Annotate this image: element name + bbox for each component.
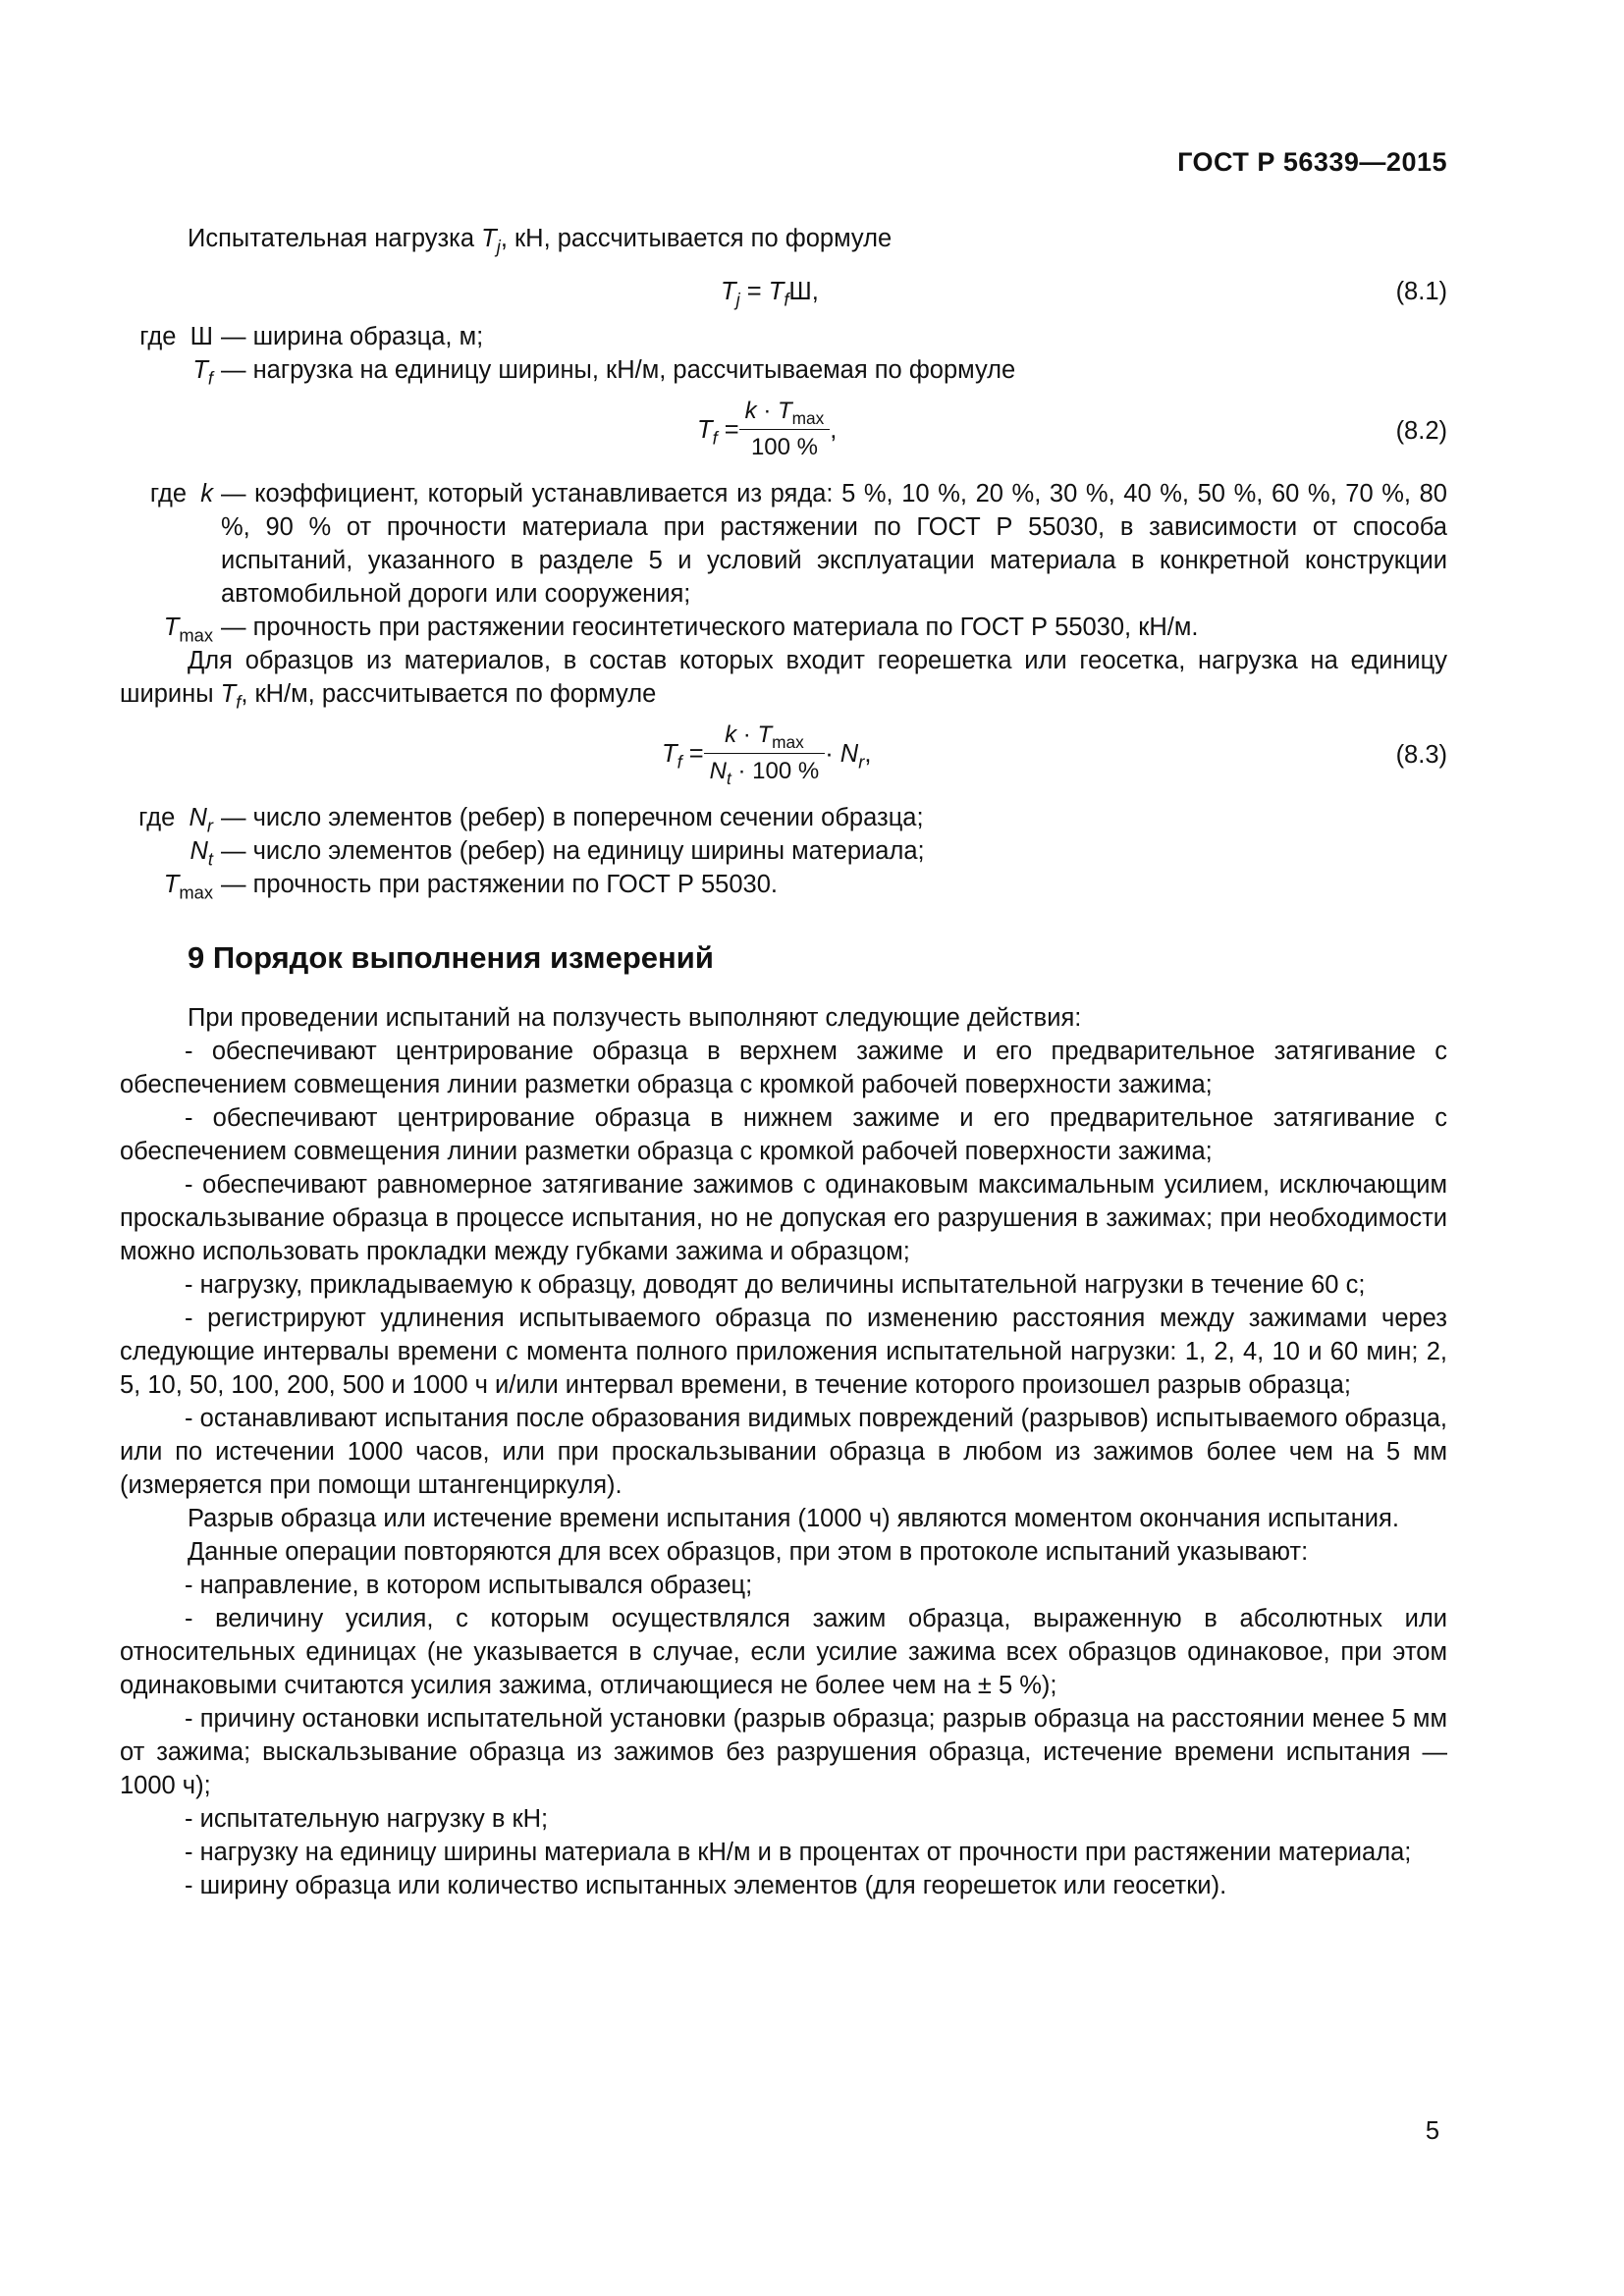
text-fragment: , кН/м, рассчитывается по формуле xyxy=(241,680,657,708)
numerator xyxy=(739,397,831,430)
definition-row xyxy=(120,320,1447,353)
subscript: r xyxy=(858,750,865,772)
page-number: 5 xyxy=(1425,2117,1439,2145)
variable: T xyxy=(721,278,736,305)
operator: = xyxy=(717,415,739,444)
variable: T xyxy=(163,871,180,898)
subscript: max xyxy=(179,624,213,646)
definition-term xyxy=(120,611,213,644)
list-item: - обеспечивают центрирование образца в верхнем зажиме и его предварительное затягивание с обеспечением совмещения линии разметки образца с кромкой рабочей поверхности зажима; xyxy=(120,1038,1447,1098)
definition-row xyxy=(120,834,1447,868)
report-item: - ширину образца или количество испытанных элементов (для георешеток или геосетки). xyxy=(185,1872,1227,1899)
operator: · xyxy=(736,721,758,748)
list-item: - обеспечивают равномерное затягивание зажимов с одинаковым максимальным усилием, исключающим проскальзывание образца в процессе испытания, но не допуская его разрушения в зажимах; при необходимости можно использовать прокладки между губками зажима и образцом; xyxy=(120,1171,1447,1265)
operator: · xyxy=(825,739,840,768)
definition-term xyxy=(120,353,213,387)
variable: T xyxy=(778,398,792,424)
denominator: 100 % xyxy=(750,434,819,460)
definition-term xyxy=(120,477,213,611)
variable: N xyxy=(189,804,207,831)
subscript: j xyxy=(496,236,501,257)
text-fragment: · 100 % xyxy=(731,758,820,784)
definition-row xyxy=(120,353,1447,387)
variable: T xyxy=(662,739,677,768)
subscript: r xyxy=(206,815,213,836)
definition-text: — ширина образца, м; xyxy=(221,323,484,350)
section-lead: При проведении испытаний на ползучесть выполняют следующие действия: xyxy=(188,1004,1082,1032)
subscript: f xyxy=(712,426,718,448)
report-item: - величину усилия, с которым осуществлялся зажим образца, выраженную в абсолютных или относительных единицах (не указывается в случае, если усилие зажима всех образцов одинаковое, при этом одинаковыми считаются усилия зажима, отличающиеся не более чем на ± 5 %); xyxy=(120,1605,1447,1699)
definitions-8-1 xyxy=(120,320,1447,387)
subscript: t xyxy=(207,848,213,870)
text-fragment: Ш, xyxy=(788,278,819,305)
definition-text: — число элементов (ребер) в поперечном сечении образца; xyxy=(221,804,924,831)
intro-formula-8-3 xyxy=(120,644,1447,711)
definitions-8-3 xyxy=(120,801,1447,901)
variable: T xyxy=(163,614,180,641)
variable: T xyxy=(192,356,208,384)
equation-number: (8.1) xyxy=(1395,278,1447,305)
operator: = xyxy=(681,739,704,768)
variable: T xyxy=(697,415,713,444)
report-item: - испытательную нагрузку в кН; xyxy=(185,1805,549,1833)
subscript: f xyxy=(207,367,213,389)
definition-row xyxy=(120,801,1447,834)
fraction xyxy=(704,721,826,789)
report-lead: Данные операции повторяются для всех образцов, при этом в протоколе испытаний указывают: xyxy=(188,1538,1309,1566)
subscript: f xyxy=(677,750,682,772)
subscript: max xyxy=(772,732,804,753)
variable: N xyxy=(839,739,859,768)
equation-number: (8.3) xyxy=(1395,741,1447,769)
definition-term xyxy=(120,801,213,834)
formula-8-1 xyxy=(120,263,1447,320)
text-fragment: Для образцов из материалов, в состав которых входит георешетка или геосетка, нагрузка на единицу ширины xyxy=(120,647,1447,708)
punctuation: , xyxy=(864,739,872,768)
operator: · xyxy=(756,398,778,424)
list-item: - регистрируют удлинения испытываемого образца по изменению расстояния между зажимами через следующие интервалы времени с момента полного приложения испытательной нагрузки: 1, 2, 4, 10 и 60 мин; 2, 5, 10, 50, 100, 200, 500 и 1000 ч и/или интервал времени, в течение которого произошел разрыв образца; xyxy=(120,1305,1447,1399)
subscript: t xyxy=(727,769,731,789)
subscript: f xyxy=(236,691,242,713)
variable: T xyxy=(768,278,785,305)
term: Ш xyxy=(189,323,213,350)
text-fragment: , кН, рассчитывается по формуле xyxy=(500,225,893,252)
page-body xyxy=(120,222,1447,1902)
definition-text: — прочность при растяжении геосинтетического материала по ГОСТ Р 55030, кН/м. xyxy=(221,614,1199,641)
formula-8-2 xyxy=(120,387,1447,477)
variable: k xyxy=(200,480,213,507)
numerator xyxy=(704,721,826,754)
list-item: - останавливают испытания после образования видимых повреждений (разрывов) испытываемого образца, или по истечении 1000 часов, или при проскальзывании образца в любом из зажимов более чем на 5 мм (измеряется при помощи штангенциркуля). xyxy=(120,1405,1447,1499)
variable: T xyxy=(481,225,497,252)
definition-term xyxy=(120,834,213,868)
where-word: где xyxy=(139,323,177,350)
definition-text: — коэффициент, который устанавливается из ряда: 5 %, 10 %, 20 %, 30 %, 40 %, 50 %, 60 %, 70 %, 80 %, 90 % от прочности материала при растяжении по ГОСТ Р 55030, в зависимости от способа испытаний, указанного в разделе 5 и условий эксплуатации материала в конкретной конструкции автомобильной дороги или сооружения; xyxy=(221,480,1447,608)
definition-text: — нагрузка на единицу ширины, кН/м, рассчитываемая по формуле xyxy=(221,356,1016,384)
formula-expression xyxy=(721,275,819,308)
definitions-8-2 xyxy=(120,477,1447,644)
list-item: - нагрузку, прикладываемую к образцу, доводят до величины испытательной нагрузки в течение 60 с; xyxy=(185,1271,1366,1299)
equation-number: (8.2) xyxy=(1395,417,1447,445)
variable: N xyxy=(709,758,728,784)
report-item: - причину остановки испытательной установки (разрыв образца; разрыв образца на расстоянии менее 5 мм от зажима; выскальзывание образца из зажимов без разрушения образца, истечение времени испытания — 1000 ч); xyxy=(120,1705,1447,1799)
text-fragment: Испытательная нагрузка xyxy=(188,225,482,252)
report-item: - нагрузку на единицу ширины материала в кН/м и в процентах от прочности при растяжении материала; xyxy=(185,1839,1412,1866)
formula-expression xyxy=(662,721,872,789)
report-item: - направление, в котором испытывался образец; xyxy=(185,1572,753,1599)
subscript: max xyxy=(791,408,825,429)
where-word: где xyxy=(149,480,188,507)
variable: T xyxy=(757,721,773,748)
variable: N xyxy=(189,837,208,865)
definition-term xyxy=(120,868,213,901)
denominator xyxy=(704,754,826,789)
definition-row xyxy=(120,611,1447,644)
definition-text: — прочность при растяжении по ГОСТ Р 55030. xyxy=(221,871,778,898)
definition-row xyxy=(120,477,1447,611)
definition-term xyxy=(120,320,213,353)
fraction xyxy=(739,397,831,462)
subscript: max xyxy=(179,881,213,903)
variable: k xyxy=(725,721,737,748)
subscript: j xyxy=(735,289,740,310)
formula-expression xyxy=(697,397,837,462)
operator: = xyxy=(739,278,769,305)
definition-row xyxy=(120,868,1447,901)
list-item: - обеспечивают центрирование образца в нижнем зажиме и его предварительное затягивание с обеспечением совмещения линии разметки образца с кромкой рабочей поверхности зажима; xyxy=(120,1104,1447,1165)
subscript: f xyxy=(784,289,789,310)
intro-formula-8-1 xyxy=(120,222,1447,255)
paragraph: Разрыв образца или истечение времени испытания (1000 ч) являются моментом окончания испытания. xyxy=(188,1505,1399,1532)
standard-header: ГОСТ Р 56339—2015 xyxy=(1177,147,1447,177)
formula-8-3 xyxy=(120,711,1447,801)
where-word: где xyxy=(138,804,176,831)
definition-text: — число элементов (ребер) на единицу ширины материала; xyxy=(221,837,925,865)
variable: k xyxy=(744,398,757,424)
section-title: 9 Порядок выполнения измерений xyxy=(188,940,714,975)
punctuation: , xyxy=(830,415,838,444)
variable: T xyxy=(220,680,237,708)
